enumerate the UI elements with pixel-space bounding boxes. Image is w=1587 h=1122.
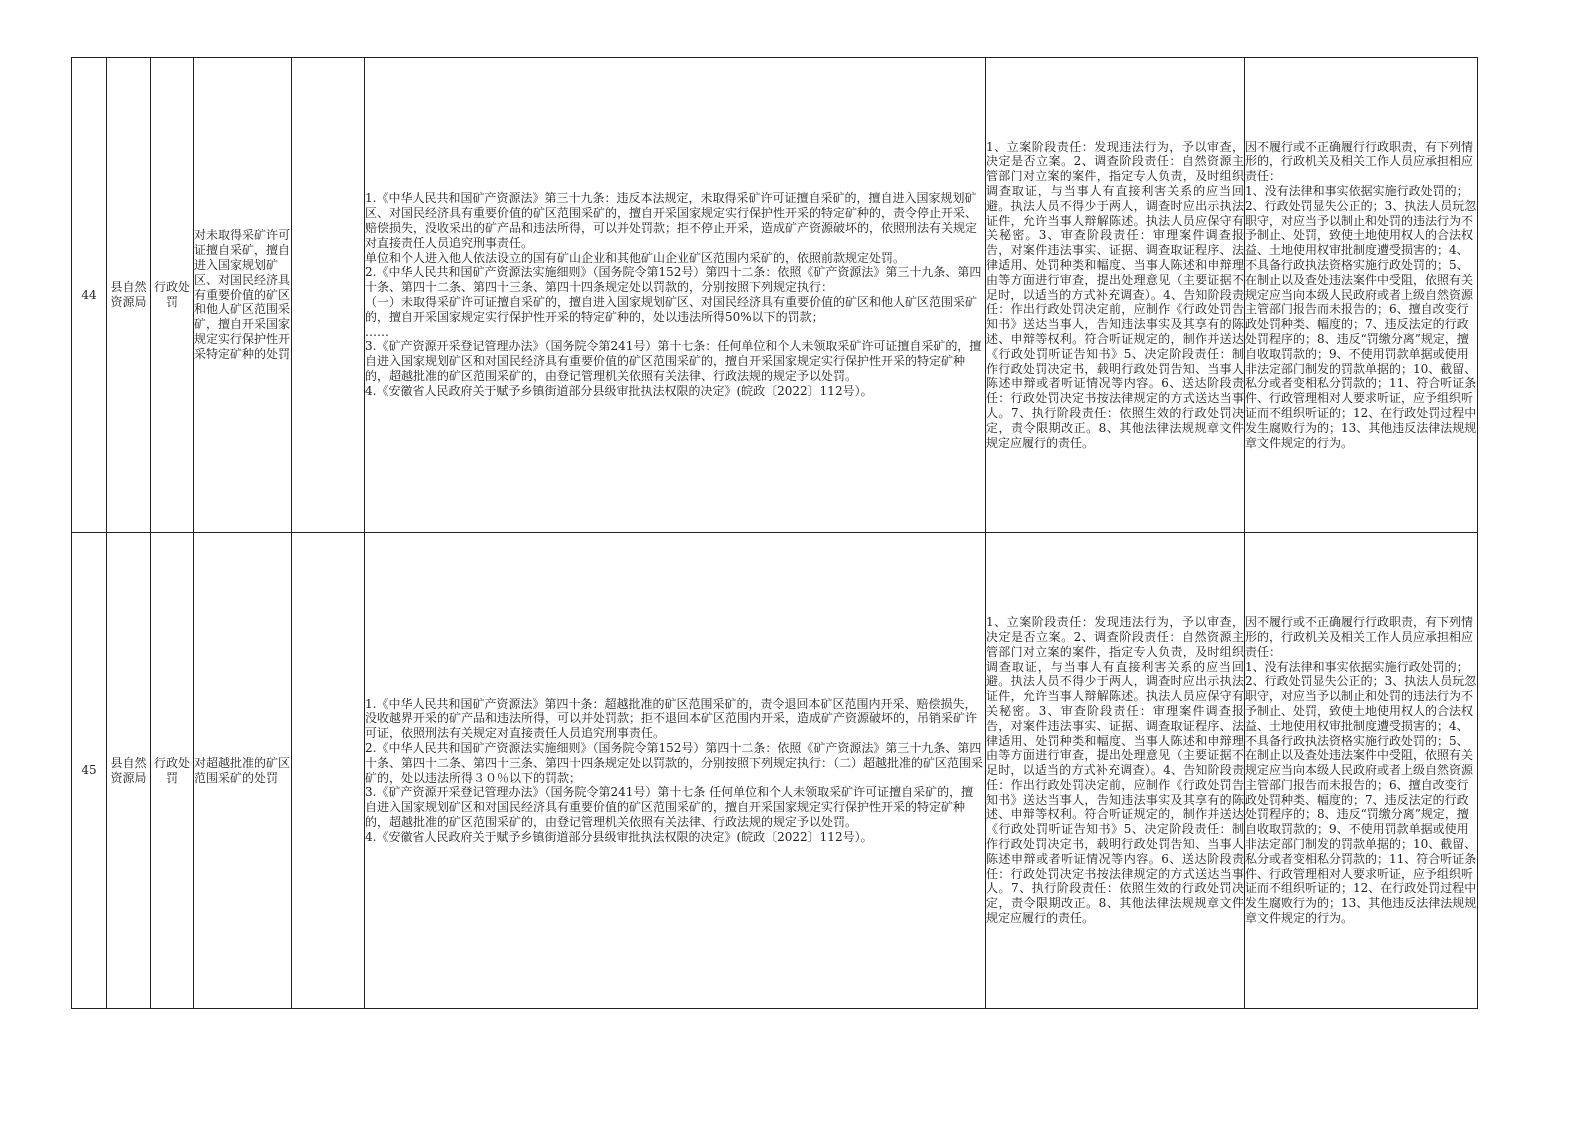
accountability-cell: 因不履行或不正确履行行政职责，有下列情形的，行政机关及相关工作人员应承担相应责任： 1、没有法律和事实依据实施行政处罚的；2、行政处罚显失公正的；3、执法人员玩忽职守，对应当予以制止和处罚的违法行为不予制止、处罚，致使土地使用权人的合法权益、土地使用权审批制度遭受损害的；4、不具备行政执法资格实施行政处罚的；5、在制止以及查处违法案件中受阻，依照有关规定应当向本级人民政府或者上级自然资源主管部门报告而未报告的；6、擅自改变行政处罚种类、幅度的；7、违反法定的行政处罚程序的；8、违反“罚缴分离”规定，擅自收取罚款的；9、不使用罚款单据或使用非法定部门制发的罚款单据的；10、截留、私分或者变相私分罚款的；11、符合听证条件、行政管理相对人要求听证，应予组织听证而不组织听证的；12、在行政处罚过程中发生腐败行为的；13、其他违反法律法规规章文件规定的行为。 xyxy=(1245,533,1478,1009)
power-name-cell: 对超越批准的矿区范围采矿的处罚 xyxy=(194,533,292,1009)
power-type-cell: 行政处罚 xyxy=(151,533,194,1009)
accountability-cell: 因不履行或不正确履行行政职责，有下列情形的，行政机关及相关工作人员应承担相应责任： 1、没有法律和事实依据实施行政处罚的；2、行政处罚显失公正的；3、执法人员玩忽职守，对应当予以制止和处罚的违法行为不予制止、处罚，致使土地使用权人的合法权益、土地使用权审批制度遭受损害的；4、不具备行政执法资格实施行政处罚的；5、在制止以及查处违法案件中受阻，依照有关规定应当向本级人民政府或者上级自然资源主管部门报告而未报告的；6、擅自改变行政处罚种类、幅度的；7、违反法定的行政处罚程序的；8、违反“罚缴分离”规定，擅自收取罚款的；9、不使用罚款单据或使用非法定部门制发的罚款单据的；10、截留、私分或者变相私分罚款的；11、符合听证条件、行政管理相对人要求听证，应予组织听证而不组织听证的；12、在行政处罚过程中发生腐败行为的；13、其他违反法律法规规章文件规定的行为。 xyxy=(1245,58,1478,533)
power-list-table xyxy=(71,57,1478,1009)
responsibility-cell: 1、立案阶段责任：发现违法行为，予以审查，决定是否立案。2、调查阶段责任：自然资源主管部门对立案的案件，指定专人负责，及时组织调查取证，与当事人有直接利害关系的应当回避。执法人员不得少于两人，调查时应出示执法证件，允许当事人辩解陈述。执法人员应保守有关秘密。3、审查阶段责任：审理案件调查报告，对案件违法事实、证据、调查取证程序、法律适用、处罚种类和幅度、当事人陈述和申辩理由等方面进行审查，提出处理意见（主要证据不足时，以适当的方式补充调查）。4、告知阶段责任：作出行政处罚决定前，应制作《行政处罚告知书》送达当事人，告知违法事实及其享有的陈述、申辩等权利。符合听证规定的，制作并送达《行政处罚听证告知书》5、决定阶段责任：制作行政处罚决定书，载明行政处罚告知、当事人陈述申辩或者听证情况等内容。6、送达阶段责任：行政处罚决定书按法律规定的方式送达当事人。7、执行阶段责任：依照生效的行政处罚决定，责令限期改正。8、其他法律法规规章文件规定应履行的责任。 xyxy=(986,58,1245,533)
row-number: 45 xyxy=(72,533,107,1009)
power-type-cell: 行政处罚 xyxy=(151,58,194,533)
table-row xyxy=(72,58,1478,533)
legal-basis-cell: 1.《中华人民共和国矿产资源法》第四十条：超越批准的矿区范围采矿的，责令退回本矿区范围内开采、赔偿损失，没收越界开采的矿产品和违法所得，可以并处罚款；拒不退回本矿区范围内开采，造成矿产资源破坏的，吊销采矿许可证，依照刑法有关规定对直接责任人员追究刑事责任。 2.《中华人民共和国矿产资源法实施细则》（国务院令第152号）第四十二条：依照《矿产资源法》第三十九条、第四十条、第四十二条、第四十三条、第四十四条规定处以罚款的，分别按照下列规定执行：（二）超越批准的矿区范围采矿的，处以违法所得３０％以下的罚款； 3.《矿产资源开采登记管理办法》（国务院令第241号）第十七条 任何单位和个人未领取采矿许可证擅自采矿的，擅自进入国家规划矿区和对国民经济具有重要价值的矿区范围采矿的，擅自开采国家规定实行保护性开采的特定矿种的，超越批准的矿区范围采矿的，由登记管理机关依照有关法律、行政法规的规定予以处罚。 4.《安徽省人民政府关于赋予乡镇街道部分县级审批执法权限的决定》(皖政〔2022〕112号）。 xyxy=(365,533,986,1009)
department-cell: 县自然资源局 xyxy=(107,58,151,533)
power-name-cell: 对未取得采矿许可证擅自采矿，擅自进入国家规划矿区、对国民经济具有重要价值的矿区和他人矿区范围采矿，擅自开采国家规定实行保护性开采特定矿种的处罚 xyxy=(194,58,292,533)
responsibility-cell: 1、立案阶段责任：发现违法行为，予以审查，决定是否立案。2、调查阶段责任：自然资源主管部门对立案的案件，指定专人负责，及时组织调查取证，与当事人有直接利害关系的应当回避。执法人员不得少于两人，调查时应出示执法证件，允许当事人辩解陈述。执法人员应保守有关秘密。3、审查阶段责任：审理案件调查报告，对案件违法事实、证据、调查取证程序、法律适用、处罚种类和幅度、当事人陈述和申辩理由等方面进行审查，提出处理意见（主要证据不足时，以适当的方式补充调查）。4、告知阶段责任：作出行政处罚决定前，应制作《行政处罚告知书》送达当事人，告知违法事实及其享有的陈述、申辩等权利。符合听证规定的，制作并送达《行政处罚听证告知书》5、决定阶段责任：制作行政处罚决定书，载明行政处罚告知、当事人陈述申辩或者听证情况等内容。6、送达阶段责任：行政处罚决定书按法律规定的方式送达当事人。7、执行阶段责任：依照生效的行政处罚决定，责令限期改正。8、其他法律法规规章文件规定应履行的责任。 xyxy=(986,533,1245,1009)
table-row xyxy=(72,533,1478,1009)
legal-basis-cell: 1.《中华人民共和国矿产资源法》第三十九条：违反本法规定，未取得采矿许可证擅自采矿的，擅自进入国家规划矿区、对国民经济具有重要价值的矿区范围采矿的，擅自开采国家规定实行保护性开采的特定矿种的，责令停止开采、赔偿损失，没收采出的矿产品和违法所得，可以并处罚款；拒不停止开采，造成矿产资源破坏的，依照刑法有关规定对直接责任人员追究刑事责任。 单位和个人进入他人依法设立的国有矿山企业和其他矿山企业矿区范围内采矿的，依照前款规定处罚。 2.《中华人民共和国矿产资源法实施细则》（国务院令第152号）第四十二条：依照《矿产资源法》第三十九条、第四十条、第四十二条、第四十三条、第四十四条规定处以罚款的，分别按照下列规定执行： （一）未取得采矿许可证擅自采矿的，擅自进入国家规划矿区、对国民经济具有重要价值的矿区和他人矿区范围采矿的，擅自开采国家规定实行保护性开采的特定矿种的，处以违法所得50%以下的罚款； …… 3.《矿产资源开采登记管理办法》（国务院令第241号）第十七条：任何单位和个人未领取采矿许可证擅自采矿的，擅自进入国家规划矿区和对国民经济具有重要价值的矿区范围采矿的，擅自开采国家规定实行保护性开采的特定矿种的，超越批准的矿区范围采矿的，由登记管理机关依照有关法律、行政法规的规定予以处罚。 4.《安徽省人民政府关于赋予乡镇街道部分县级审批执法权限的决定》(皖政〔2022〕112号）。 xyxy=(365,58,986,533)
department-cell: 县自然资源局 xyxy=(107,533,151,1009)
empty-cell xyxy=(292,533,365,1009)
row-number: 44 xyxy=(72,58,107,533)
empty-cell xyxy=(292,58,365,533)
